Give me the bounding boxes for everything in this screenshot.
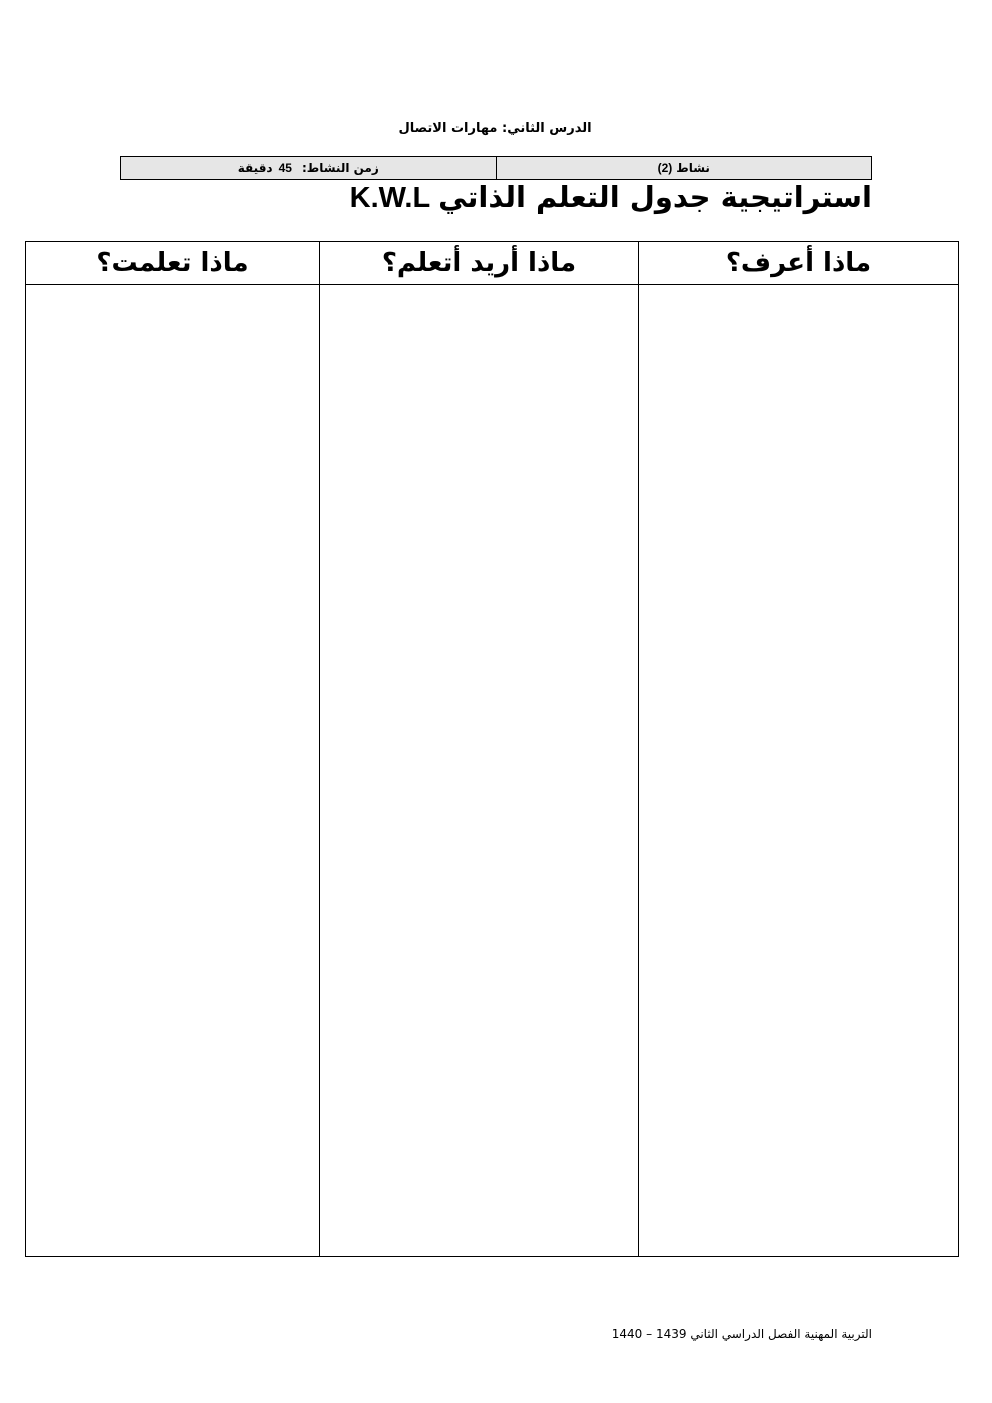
activity-label: نشاط (676, 161, 710, 175)
duration-unit: دقيقة (237, 161, 273, 175)
kwl-column-know (639, 242, 958, 1256)
kwl-column-learned (26, 242, 320, 1256)
activity-info-bar (120, 156, 872, 180)
duration-value: 45 (278, 161, 292, 175)
kwl-table (25, 241, 959, 1257)
activity-number: (2) (657, 161, 673, 175)
kwl-header-learned: ماذا تعلمت؟ (26, 242, 319, 285)
kwl-column-want (320, 242, 639, 1256)
duration-label: زمن النشاط: (301, 161, 379, 175)
lesson-title: الدرس الثاني: مهارات الاتصال (398, 121, 592, 136)
activity-duration-cell (121, 157, 497, 179)
kwl-cell-learned[interactable] (26, 285, 319, 1256)
kwl-header-know: ماذا أعرف؟ (639, 242, 958, 285)
page-footer: التربية المهنية الفصل الدراسي الثاني 1439 – 1440 (611, 1327, 872, 1341)
kwl-cell-want[interactable] (320, 285, 638, 1256)
strategy-title-arabic: استراتيجية جدول التعلم الذاتي (438, 180, 872, 214)
activity-number-cell (497, 157, 872, 179)
kwl-cell-know[interactable] (639, 285, 958, 1256)
kwl-header-want: ماذا أريد أتعلم؟ (320, 242, 638, 285)
strategy-title-kwl: K.W.L (349, 182, 431, 214)
strategy-title (350, 180, 872, 215)
